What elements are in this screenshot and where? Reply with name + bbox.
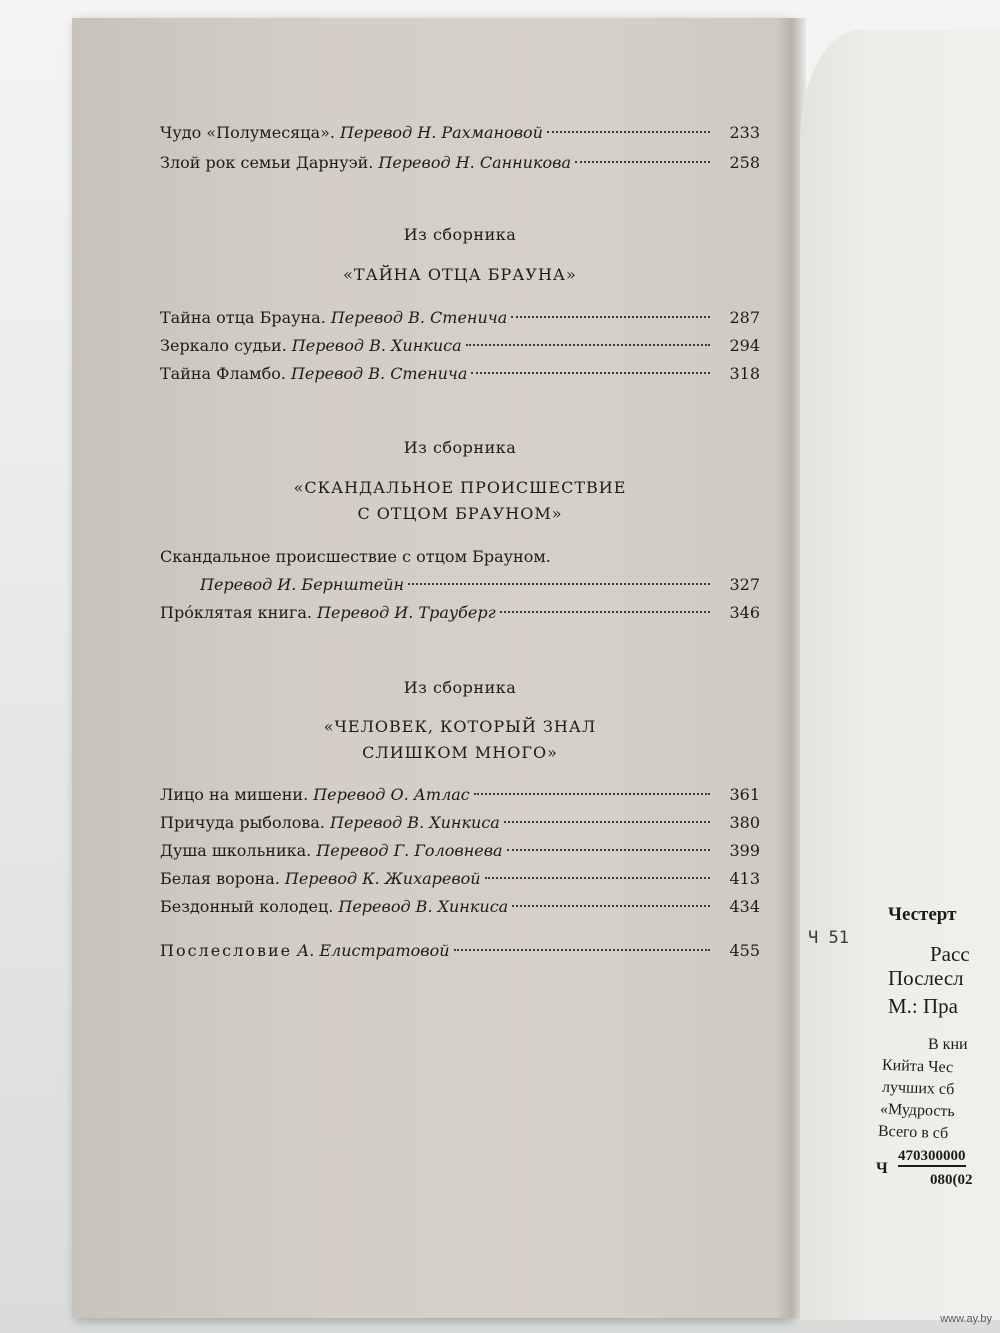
toc-entry: Тайна отца Брауна. Перевод В. Стенича 287	[160, 308, 760, 327]
toc-entry: Перевод И. Бернштейн 327	[200, 575, 760, 594]
leader-dots	[454, 949, 710, 951]
right-page-line: Послесл	[888, 966, 964, 990]
toc-entry: Душа школьника. Перевод Г. Головнева 399	[160, 841, 760, 860]
toc-entry: Тайна Фламбо. Перевод В. Стенича 318	[160, 364, 760, 383]
right-page-line: Кийта Чес	[881, 1056, 954, 1077]
toc-entry: Чудо «Полумесяца». Перевод Н. Рахмановой 233	[160, 123, 760, 142]
section-title: СЛИШКОМ МНОГО»	[362, 743, 558, 762]
leader-dots	[408, 583, 710, 585]
toc-entry: Прóклятая книга. Перевод И. Трауберг 346	[160, 603, 760, 622]
right-page-line: Всего в сб	[877, 1122, 949, 1143]
leader-dots	[471, 372, 710, 374]
right-page-line: 080(02	[930, 1172, 973, 1188]
toc-entry: Зеркало судьи. Перевод В. Хинкиса 294	[160, 336, 760, 355]
section-title: «ЧЕЛОВЕК, КОТОРЫЙ ЗНАЛ	[323, 717, 597, 736]
watermark: www.ay.by	[940, 1313, 992, 1325]
toc-entry-afterword: Послесловие А. Елистратовой 455	[160, 941, 760, 960]
leader-dots	[504, 821, 710, 823]
leader-dots	[575, 161, 710, 163]
section-intro: Из сборника	[403, 678, 517, 697]
right-page-line: Честерт	[888, 904, 957, 925]
right-page-line: «Мудрость	[879, 1100, 956, 1121]
section-title: «ТАЙНА ОТЦА БРАУНА»	[343, 265, 577, 284]
leader-dots	[507, 849, 710, 851]
leader-dots	[511, 316, 710, 318]
section-intro: Из сборника	[403, 438, 517, 457]
left-page	[72, 18, 790, 1318]
leader-dots	[466, 344, 710, 346]
right-page-line: Ч	[876, 1160, 888, 1177]
toc-entry: Причуда рыболова. Перевод В. Хинкиса 380	[160, 813, 760, 832]
leader-dots	[500, 611, 710, 613]
toc-entry: Бездонный колодец. Перевод В. Хинкиса 434	[160, 897, 760, 916]
section-intro: Из сборника	[403, 225, 517, 244]
right-page-line: лучших сб	[881, 1078, 955, 1099]
section-title: С ОТЦОМ БРАУНОМ»	[357, 504, 563, 523]
toc-entry: Злой рок семьи Дарнуэй. Перевод Н. Санникова 258	[160, 153, 760, 172]
leader-dots	[512, 905, 710, 907]
toc-entry: Скандальное происшествие с отцом Брауном.	[160, 547, 551, 566]
leader-dots	[474, 793, 710, 795]
right-page-line: В кни	[928, 1036, 968, 1053]
toc-entry: Лицо на мишени. Перевод О. Атлас 361	[160, 785, 760, 804]
toc-entry: Белая ворона. Перевод К. Жихаревой 413	[160, 869, 760, 888]
right-page-line: 470300000	[898, 1148, 966, 1167]
leader-dots	[547, 131, 710, 133]
margin-code: Ч 51	[808, 928, 849, 948]
right-page-line: М.: Пра	[888, 994, 958, 1018]
right-page-line: Расс	[930, 942, 970, 966]
leader-dots	[485, 877, 710, 879]
section-title: «СКАНДАЛЬНОЕ ПРОИСШЕСТВИЕ	[293, 478, 627, 497]
